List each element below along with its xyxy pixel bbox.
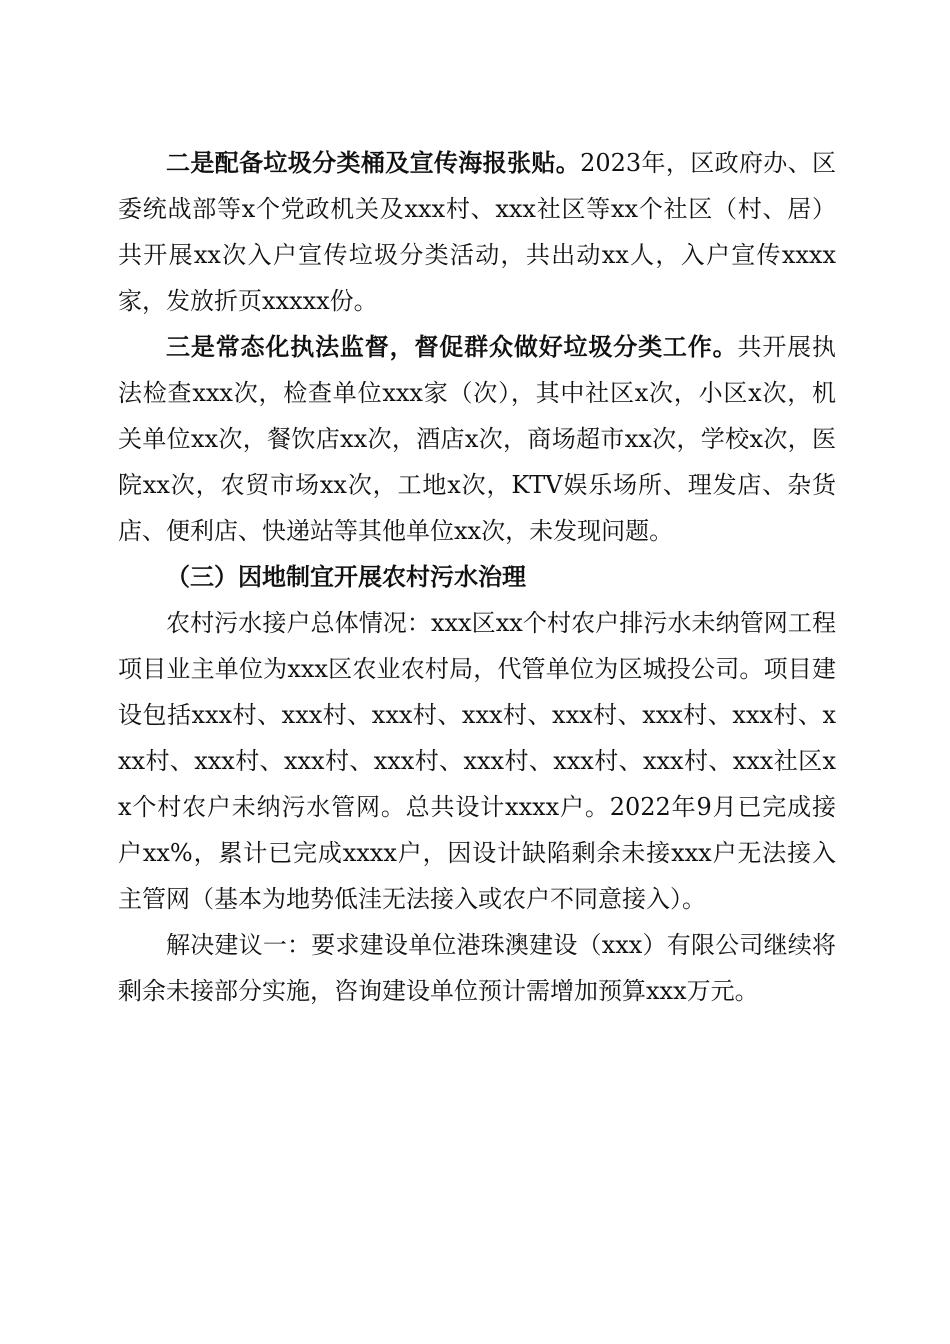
paragraph-suggestion-one: 解决建议一：要求建设单位港珠澳建设（xxx）有限公司继续将剩余未接部分实施，咨询建设单位预计需增加预算xxx万元。 (118, 931, 836, 1005)
paragraph-enforcement (118, 324, 836, 554)
paragraph-trash-bins-posters (118, 140, 836, 324)
paragraph-sewage-overview: 农村污水接户总体情况：xxx区xx个村农户排污水未纳管网工程项目业主单位为xxx区农业农村局，代管单位为区城投公司。项目建设包括xxx村、xxx村、xxx村、xxx村、xxx村、xxx村、xxx村、xxx村、xxx村、xxx村、xxx村、xxx村、xxx村、xxx村、xxx社区xx个村农户未纳污水管网。总共设计xxxx户。2022年9月已完成接户xx%，累计已完成xxxx户，因设计缺陷剩余未接xxx户无法接入主管网（基本为地势低洼无法接入或农户不同意接入）。 (118, 609, 836, 913)
section-heading-rural-sewage: （三）因地制宜开展农村污水治理 (166, 563, 526, 591)
paragraph-text: 共开展执法检查xxx次，检查单位xxx家（次），其中社区x次，小区x次，机关单位xx次，餐饮店xx次，酒店x次，商场超市xx次，学校x次，医院xx次，农贸市场xx次，工地x次，KTV娱乐场所、理发店、杂货店、便利店、快递站等其他单位xx次，未发现问题。 (118, 333, 837, 545)
paragraph-lead: 二是配备垃圾分类桶及宣传海报张贴。 (166, 149, 581, 177)
paragraph-lead: 三是常态化执法监督，督促群众做好垃圾分类工作。 (166, 333, 738, 361)
document-body (118, 140, 836, 1014)
paragraph-text: 2023年，区政府办、区委统战部等x个党政机关及xxx村、xxx社区等xx个社区（村、居）共开展xx次入户宣传垃圾分类活动，共出动xx人，入户宣传xxxx家，发放折页xxxxx份。 (118, 149, 837, 315)
